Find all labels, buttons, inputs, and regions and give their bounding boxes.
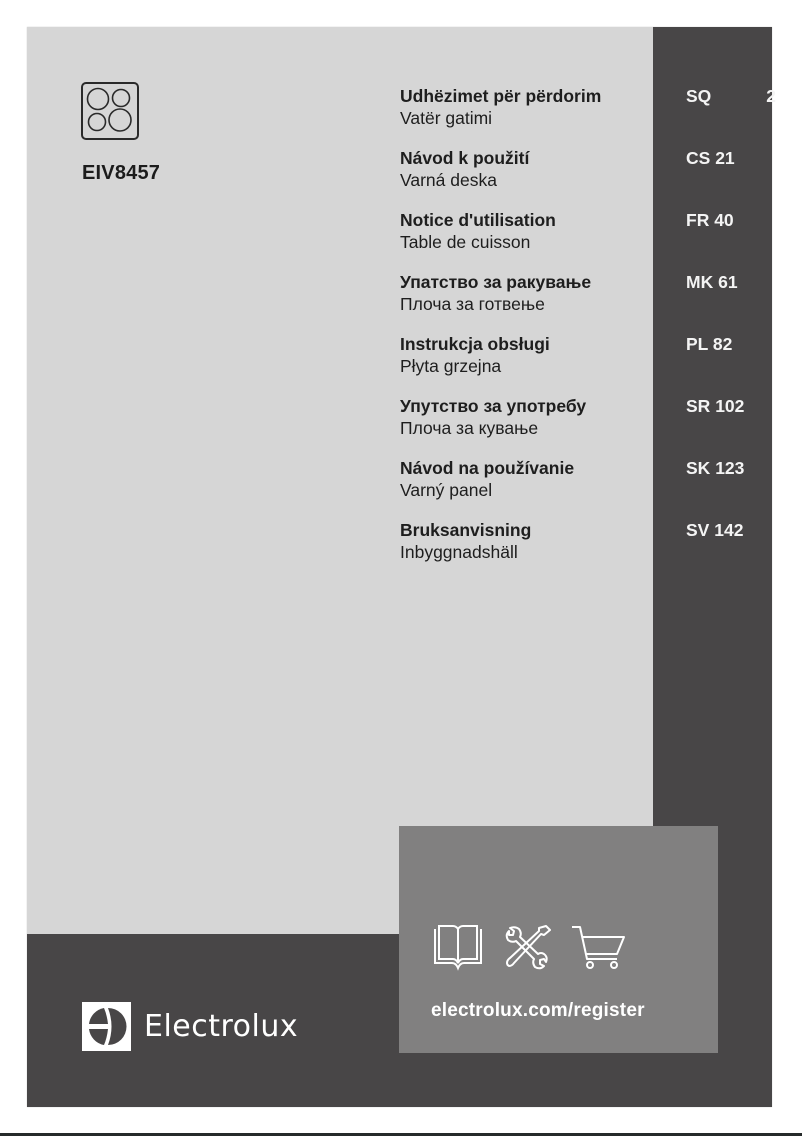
page-number: 21 bbox=[715, 148, 735, 168]
page-ref-sq[interactable] bbox=[686, 85, 776, 147]
language-item-sr[interactable] bbox=[400, 395, 650, 457]
language-code: FR bbox=[686, 210, 710, 230]
manual-title: Упатство за ракување bbox=[400, 272, 592, 292]
page-ref-sv[interactable] bbox=[686, 519, 776, 581]
page-number: 61 bbox=[718, 272, 738, 292]
page-ref-fr[interactable] bbox=[686, 209, 776, 271]
product-subtitle: Плоча за готвење bbox=[400, 294, 545, 314]
page-ref-sr[interactable] bbox=[686, 395, 776, 457]
manual-title: Notice d'utilisation bbox=[400, 210, 556, 230]
language-item-fr[interactable] bbox=[400, 209, 650, 271]
manual-title: Udhëzimet për përdorim bbox=[400, 86, 602, 106]
language-item-sv[interactable] bbox=[400, 519, 650, 581]
manual-title: Bruksanvisning bbox=[400, 520, 532, 540]
register-link[interactable]: electrolux.com/register bbox=[431, 1000, 645, 1021]
page-number: 2 bbox=[766, 86, 776, 106]
register-icons bbox=[432, 926, 626, 976]
product-subtitle: Varný panel bbox=[400, 480, 493, 500]
language-code: SR bbox=[686, 396, 711, 416]
page-number: 142 bbox=[714, 520, 744, 540]
electrolux-logo-icon bbox=[82, 1002, 131, 1051]
brand-name: Electrolux bbox=[144, 1009, 299, 1044]
page-number: 40 bbox=[714, 210, 734, 230]
product-subtitle: Table de cuisson bbox=[400, 232, 531, 252]
language-item-pl[interactable] bbox=[400, 333, 650, 395]
language-item-mk[interactable] bbox=[400, 271, 650, 333]
language-list bbox=[400, 85, 650, 581]
language-item-cs[interactable] bbox=[400, 147, 650, 209]
register-panel bbox=[399, 826, 718, 1053]
page-number: 102 bbox=[715, 396, 745, 416]
product-subtitle: Varná deska bbox=[400, 170, 497, 190]
product-subtitle: Плоча за кување bbox=[400, 418, 539, 438]
language-code: SK bbox=[686, 458, 711, 478]
language-code: PL bbox=[686, 334, 709, 354]
page-ref-pl[interactable] bbox=[686, 333, 776, 395]
page-index bbox=[686, 85, 776, 581]
language-item-sq[interactable] bbox=[400, 85, 650, 147]
manual-title: Návod k použití bbox=[400, 148, 530, 168]
book-icon bbox=[432, 923, 484, 976]
cart-icon bbox=[570, 923, 626, 976]
page-number: 82 bbox=[712, 334, 733, 354]
page-number: 123 bbox=[715, 458, 745, 478]
manual-cover bbox=[27, 27, 776, 1107]
manual-title: Návod na používanie bbox=[400, 458, 575, 478]
tools-icon bbox=[502, 923, 552, 976]
hob-four-zones-icon bbox=[81, 82, 139, 140]
language-code: MK bbox=[686, 272, 714, 292]
language-item-sk[interactable] bbox=[400, 457, 650, 519]
brand bbox=[82, 1002, 298, 1051]
page-ref-mk[interactable] bbox=[686, 271, 776, 333]
language-code: SQ bbox=[686, 86, 712, 106]
product-subtitle: Vatër gatimi bbox=[400, 108, 493, 128]
page-ref-sk[interactable] bbox=[686, 457, 776, 519]
page-ref-cs[interactable] bbox=[686, 147, 776, 209]
product-subtitle: Płyta grzejna bbox=[400, 356, 502, 376]
language-code: CS bbox=[686, 148, 711, 168]
product-subtitle: Inbyggnadshäll bbox=[400, 542, 518, 562]
language-code: SV bbox=[686, 520, 710, 540]
manual-title: Упутство за употребу bbox=[400, 396, 587, 416]
model-number: EIV8457 bbox=[82, 162, 161, 184]
manual-title: Instrukcja obsługi bbox=[400, 334, 550, 354]
